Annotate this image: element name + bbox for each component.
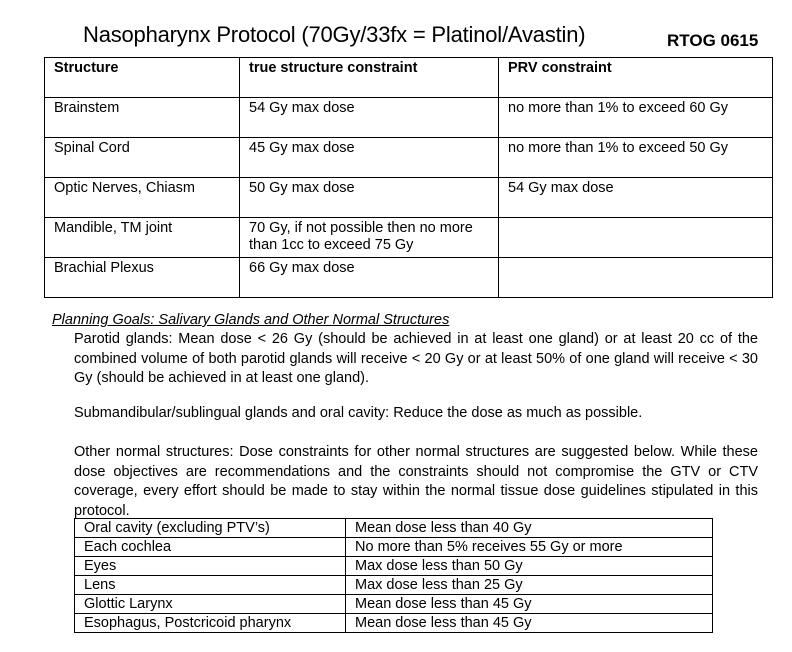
- dose-constraints-table: [44, 57, 773, 298]
- structure-cell: Lens: [75, 576, 346, 595]
- true-constraint-cell: 70 Gy, if not possible then no more than 1cc to exceed 75 Gy: [240, 218, 499, 258]
- table-row: [45, 178, 773, 218]
- structure-cell: Oral cavity (excluding PTV’s): [75, 519, 346, 538]
- prv-constraint-cell: [499, 258, 773, 298]
- constraint-cell: Mean dose less than 45 Gy: [346, 614, 713, 633]
- true-constraint-cell: 45 Gy max dose: [240, 138, 499, 178]
- table-row: [45, 138, 773, 178]
- table-row: [75, 576, 713, 595]
- prv-constraint-cell: no more than 1% to exceed 50 Gy: [499, 138, 773, 178]
- table-row: [75, 557, 713, 576]
- submandibular-text: Submandibular/sublingual glands and oral cavity: Reduce the dose as much as possible.: [74, 405, 643, 421]
- true-constraint-cell: 50 Gy max dose: [240, 178, 499, 218]
- page-title: Nasopharynx Protocol (70Gy/33fx = Platinol/Avastin): [83, 22, 586, 47]
- table-row: [75, 614, 713, 633]
- structure-cell: Spinal Cord: [45, 138, 240, 178]
- constraint-cell: Mean dose less than 40 Gy: [346, 519, 713, 538]
- structure-cell: Mandible, TM joint: [45, 218, 240, 258]
- normal-structures-table: [74, 518, 713, 633]
- table-row: [75, 538, 713, 557]
- structure-cell: Eyes: [75, 557, 346, 576]
- constraint-cell: Max dose less than 50 Gy: [346, 557, 713, 576]
- header-prv-constraint: PRV constraint: [499, 58, 773, 98]
- constraint-cell: No more than 5% receives 55 Gy or more: [346, 538, 713, 557]
- structure-cell: Each cochlea: [75, 538, 346, 557]
- true-constraint-cell: 54 Gy max dose: [240, 98, 499, 138]
- other-structures-paragraph: Other normal structures: Dose constraints for other normal structures are suggested below. While these dose objectives are recommendations and the constraints should not compromise the GTV or CTV coverage, every effort should be made to stay within the normal tissue dose guidelines stipulated in this protocol.: [74, 444, 758, 519]
- protocol-id: RTOG 0615: [667, 31, 759, 50]
- constraint-cell: Max dose less than 25 Gy: [346, 576, 713, 595]
- prv-constraint-cell: [499, 218, 773, 258]
- table-row: [75, 595, 713, 614]
- structure-cell: Glottic Larynx: [75, 595, 346, 614]
- table-row: [45, 258, 773, 298]
- submandibular-paragraph: [74, 404, 758, 424]
- table-row: [45, 98, 773, 138]
- constraint-cell: Mean dose less than 45 Gy: [346, 595, 713, 614]
- header-structure: Structure: [45, 58, 240, 98]
- structure-cell: Optic Nerves, Chiasm: [45, 178, 240, 218]
- table-header-row: [45, 58, 773, 98]
- prv-constraint-cell: no more than 1% to exceed 60 Gy: [499, 98, 773, 138]
- header-true-constraint: true structure constraint: [240, 58, 499, 98]
- structure-cell: Esophagus, Postcricoid pharynx: [75, 614, 346, 633]
- table-row: [75, 519, 713, 538]
- planning-goals-heading: Planning Goals: Salivary Glands and Other Normal Structures: [52, 312, 450, 328]
- structure-cell: Brachial Plexus: [45, 258, 240, 298]
- table-row: [45, 218, 773, 258]
- parotid-paragraph: Parotid glands: Mean dose < 26 Gy (should be achieved in at least one gland) or at least 20 cc of the combined volume of both parotid glands will receive < 20 Gy or at least 50% of one gland will receive < 30 Gy (should be achieved in at least one gland).: [74, 331, 758, 386]
- true-constraint-cell: 66 Gy max dose: [240, 258, 499, 298]
- prv-constraint-cell: 54 Gy max dose: [499, 178, 773, 218]
- structure-cell: Brainstem: [45, 98, 240, 138]
